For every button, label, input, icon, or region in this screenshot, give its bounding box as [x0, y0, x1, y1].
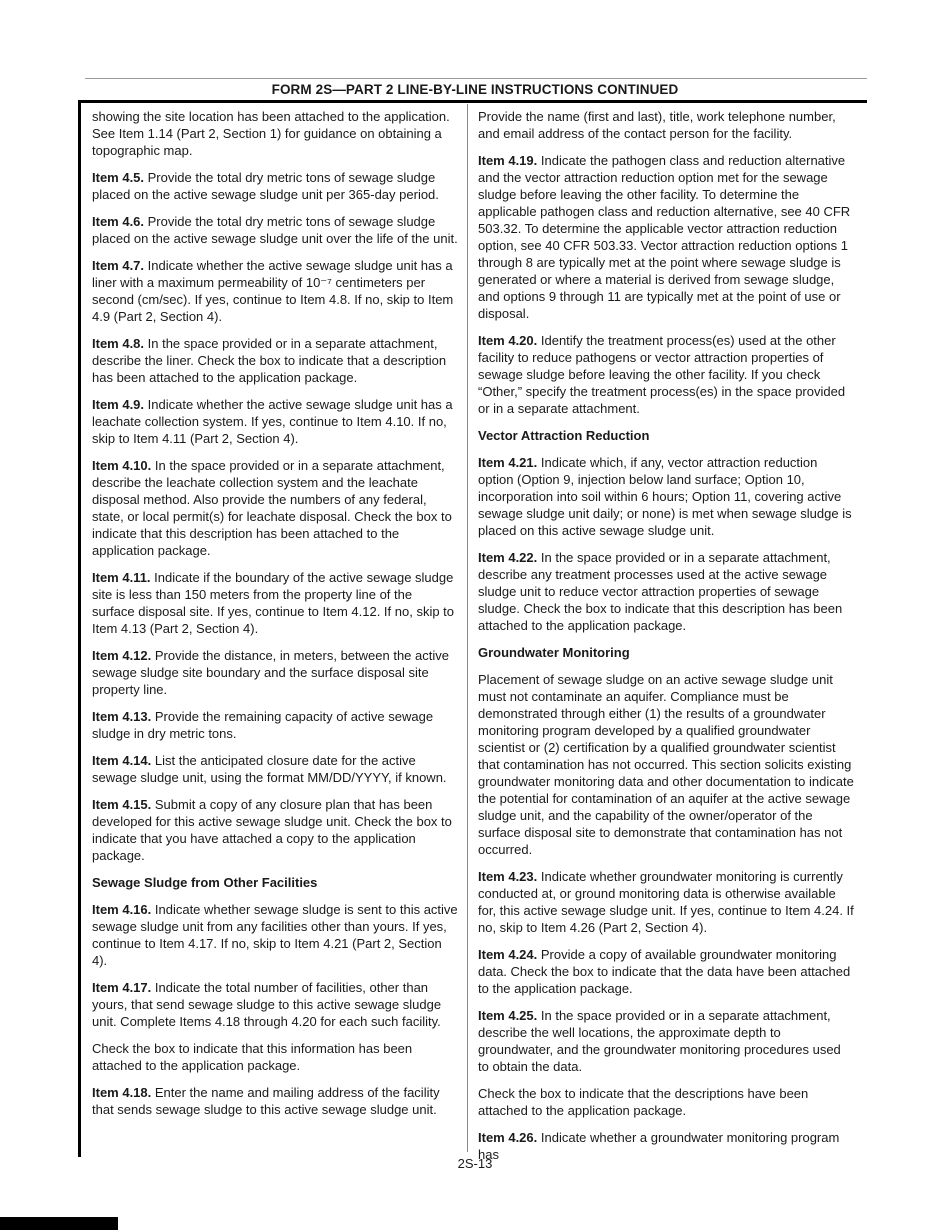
- paragraph: Check the box to indicate that this information has been attached to the application package.: [92, 1041, 413, 1073]
- section-heading: Groundwater Monitoring: [478, 645, 630, 660]
- item-label: Item 4.19.: [478, 153, 541, 168]
- item-paragraph: Item 4.11. Indicate if the boundary of the active sewage sludge site is less than 150 meters from the property line of the surface disposal site. If yes, continue to Item 4.12. If no, skip to Item 4.13 (Part 2, Section 4).: [92, 570, 455, 636]
- item-label: Item 4.6.: [92, 214, 148, 229]
- item-label: Item 4.9.: [92, 397, 148, 412]
- item-paragraph: Item 4.26. Indicate whether a groundwater monitoring program has: [478, 1130, 840, 1162]
- item-paragraph: Item 4.7. Indicate whether the active sewage sludge unit has a liner with a maximum permeability of 10⁻⁷ centimeters per second (cm/sec). If yes, continue to Item 4.8. If no, skip to Item 4.9 (Part 2, Section 4).: [92, 258, 454, 324]
- item-label: Item 4.20.: [478, 333, 541, 348]
- item-label: Item 4.21.: [478, 455, 541, 470]
- column-divider: [467, 104, 468, 1152]
- item-paragraph: Item 4.10. In the space provided or in a separate attachment, describe the leachate collection system and the leachate disposal method. Also provide the numbers of any federal, state, or local permit(s) for leachate disposal. Check the box to indicate that this description has been attached to the application package.: [92, 458, 452, 558]
- item-paragraph: Item 4.12. Provide the distance, in meters, between the active sewage sludge site boundary and the surface disposal site property line.: [92, 648, 449, 697]
- item-label: Item 4.17.: [92, 980, 155, 995]
- item-paragraph: Item 4.8. In the space provided or in a separate attachment, describe the liner. Check the box to indicate that a description has been attached to the application package.: [92, 336, 447, 385]
- item-label: Item 4.24.: [478, 947, 541, 962]
- item-label: Item 4.14.: [92, 753, 155, 768]
- item-paragraph: Item 4.5. Provide the total dry metric tons of sewage sludge placed on the active sewage sludge unit per 365-day period.: [92, 170, 439, 202]
- item-label: Item 4.15.: [92, 797, 155, 812]
- item-label: Item 4.10.: [92, 458, 155, 473]
- item-label: Item 4.7.: [92, 258, 148, 273]
- paragraph: showing the site location has been attached to the application. See Item 1.14 (Part 2, Section 1) for guidance on obtaining a topographic map.: [92, 109, 450, 158]
- item-label: Item 4.16.: [92, 902, 155, 917]
- section-heading: Sewage Sludge from Other Facilities: [92, 875, 318, 890]
- section-heading: Vector Attraction Reduction: [478, 428, 650, 443]
- item-label: Item 4.18.: [92, 1085, 155, 1100]
- item-label: Item 4.23.: [478, 869, 541, 884]
- item-paragraph: Item 4.18. Enter the name and mailing address of the facility that sends sewage sludge to this active sewage sludge unit.: [92, 1085, 440, 1117]
- item-label: Item 4.8.: [92, 336, 148, 351]
- item-label: Item 4.22.: [478, 550, 541, 565]
- item-label: Item 4.5.: [92, 170, 148, 185]
- item-paragraph: Item 4.17. Indicate the total number of facilities, other than yours, that send sewage sludge to this active sewage sludge unit. Complete Items 4.18 through 4.20 for each such facility.: [92, 980, 442, 1029]
- item-paragraph: Item 4.23. Indicate whether groundwater monitoring is currently conducted at, or ground monitoring data is otherwise available for, this active sewage sludge unit. If yes, continue to Item 4.24. If no, skip to Item 4.26 (Part 2, Section 4).: [478, 869, 854, 935]
- item-paragraph: Item 4.15. Submit a copy of any closure plan that has been developed for this active sewage sludge unit. Check the box to indicate that you have attached a copy to the application package.: [92, 797, 452, 863]
- right-column: [478, 108, 854, 1173]
- item-paragraph: Item 4.25. In the space provided or in a separate attachment, describe the well locations, the approximate depth to groundwater, and the groundwater monitoring procedures used to obtain the data.: [478, 1008, 841, 1074]
- item-paragraph: Item 4.22. In the space provided or in a separate attachment, describe any treatment processes used at the active sewage sludge unit to reduce vector attraction properties of sewage sludge. Check the box to indicate that this description has been attached to the application package.: [478, 550, 843, 633]
- item-paragraph: Item 4.9. Indicate whether the active sewage sludge unit has a leachate collection system. If yes, continue to Item 4.10. If no, skip to Item 4.11 (Part 2, Section 4).: [92, 397, 453, 446]
- item-paragraph: Item 4.20. Identify the treatment process(es) used at the other facility to reduce pathogens or vector attraction properties of sewage sludge before leaving the other facility. If you check “Other,” specify the treatment process(es) in the space provided or in a separate attachment.: [478, 333, 846, 416]
- left-border-bar: [78, 100, 81, 1157]
- item-label: Item 4.11.: [92, 570, 155, 585]
- item-paragraph: Item 4.19. Indicate the pathogen class and reduction alternative and the vector attraction reduction option met for the sewage sludge before leaving the other facility. To determine the applicable pathogen class and reduction alternative, see 40 CFR 503.32. To determine the applicable vector attraction reduction option, see 40 CFR 503.33. Vector attraction reduction options 1 through 8 are typically met at the point where sewage sludge is generated or where a material is derived from sewage sludge, and options 9 through 11 are typically met at the point of use or disposal.: [478, 153, 851, 321]
- item-paragraph: Item 4.14. List the anticipated closure date for the active sewage sludge unit, using the format MM/DD/YYYY, if known.: [92, 753, 447, 785]
- item-paragraph: Item 4.6. Provide the total dry metric tons of sewage sludge placed on the active sewage sludge unit over the life of the unit.: [92, 214, 458, 246]
- page-header-title: FORM 2S—PART 2 LINE-BY-LINE INSTRUCTIONS CONTINUED: [271, 82, 679, 97]
- item-label: Item 4.26.: [478, 1130, 541, 1145]
- page-number: 2S-13: [457, 1156, 493, 1171]
- item-paragraph: Item 4.13. Provide the remaining capacity of active sewage sludge in dry metric tons.: [92, 709, 434, 741]
- header-bottom-rule: [78, 100, 867, 103]
- scan-artifact-bar: [0, 1217, 118, 1230]
- left-column: [92, 108, 458, 1128]
- item-paragraph: Item 4.16. Indicate whether sewage sludge is sent to this active sewage sludge unit from any facilities other than yours. If yes, continue to Item 4.17. If no, skip to Item 4.21 (Part 2, Section 4).: [92, 902, 458, 968]
- item-label: Item 4.25.: [478, 1008, 541, 1023]
- item-label: Item 4.13.: [92, 709, 155, 724]
- paragraph: Placement of sewage sludge on an active sewage sludge unit must not contaminate an aquifer. Compliance must be demonstrated through either (1) the results of a groundwater monitoring program developed by a qualified groundwater scientist or (2) certification by a qualified groundwater scientist that contamination has not occurred. This section solicits existing groundwater monitoring data and other documentation to indicate the potential for contamination of an aquifer at the active sewage sludge unit, and the capability of the owner/operator of the surface disposal site to demonstrate that contamination has not occurred.: [478, 672, 854, 857]
- item-paragraph: Item 4.21. Indicate which, if any, vector attraction reduction option (Option 9, injection below land surface; Option 10, incorporation into soil within 6 hours; Option 11, covering active sewage sludge unit daily; or none) is met when sewage sludge is placed on this active sewage sludge unit.: [478, 455, 852, 538]
- header-top-rule: [85, 78, 867, 79]
- item-label: Item 4.12.: [92, 648, 155, 663]
- paragraph: Provide the name (first and last), title, work telephone number, and email address of the contact person for the facility.: [478, 109, 836, 141]
- item-paragraph: Item 4.24. Provide a copy of available groundwater monitoring data. Check the box to indicate that the data have been attached to the application package.: [478, 947, 851, 996]
- paragraph: Check the box to indicate that the descriptions have been attached to the application package.: [478, 1086, 809, 1118]
